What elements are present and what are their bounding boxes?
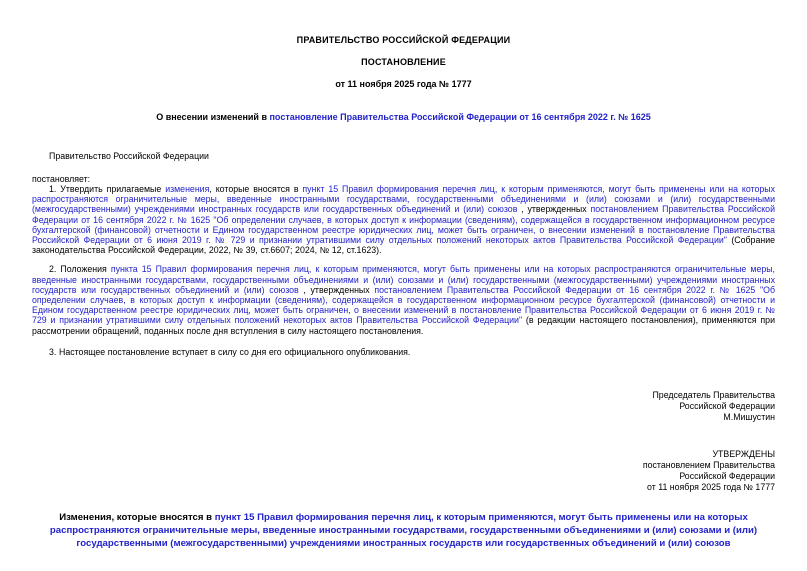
preamble-decides-line: постановляет: — [32, 174, 91, 184]
document-reference-link[interactable]: пункта 15 Правил формирования перечня лиц, к которым применяются, могут быть применены или на которых распространяются ограничительные меры, введенные иностранными государствами, государственными объединениями и (или) союзами и (или) государственными (межгосударственными) учреждениями иностранных государств или государственных объединений и (или) союзов — [32, 264, 775, 295]
text-run: 1. Утвердить прилагаемые — [49, 184, 166, 194]
paragraph-2 — [32, 264, 775, 335]
paragraph-3 — [32, 347, 775, 357]
signature-position-line2: Российской Федерации — [679, 401, 775, 412]
text-run: О внесении изменений в — [156, 112, 270, 122]
document-reference-link[interactable]: пункт 15 Правил формирования перечня лиц, к которым применяются, могут быть применены или на которых распространяются ограничительные меры, введенные иностранными государствами, государственными объединениями и (или) союзами и (или) государственными (межгосударственными) учреждениями иностранных государств или государственных объединений и (или) союзов — [32, 184, 775, 215]
text-run: (в редакции настоящего постановления), применяются при рассмотрении обращений, поданных после дня вступления в силу настоящего постановления. — [32, 315, 775, 336]
text-run: , утвержденных — [517, 204, 591, 215]
signature-position-line1: Председатель Правительства — [652, 390, 775, 401]
document-title — [32, 111, 775, 123]
signature-block — [32, 390, 775, 423]
document-date-number: от 11 ноября 2025 года № 1777 — [335, 79, 472, 89]
text-run: Изменения, которые вносятся в — [59, 512, 215, 524]
signature-name: М.Мишустин — [723, 412, 775, 423]
text-run: , которые вносятся в — [209, 184, 303, 194]
text-run: 3. Настоящее постановление вступает в силу со дня его официального опубликования. — [49, 346, 411, 357]
annex-title — [32, 511, 775, 550]
approved-date-number: от 11 ноября 2025 года № 1777 — [647, 482, 775, 493]
paragraph-1 — [32, 184, 775, 255]
text-run: , утвержденных — [298, 284, 375, 295]
document-reference-link[interactable]: постановлением Правительства Российской Федерации от 16 сентября 2022 г. № 1625 "Об определении случаев, в которых доступ к информации (сведениям), содержащейся в государственном информационном ресурсе бухгалтерской (финансовой) отчетности и Едином государственном реестре юридических лиц, может быть ограничен, о внесении изменений в постановление Правительства Российской Федерации от 6 июня 2019 г. № 729 и признании утратившими силу отдельных положений некоторых актов Правительства Российской Федерации" — [32, 204, 775, 246]
document-reference-link[interactable]: изменения — [165, 184, 210, 194]
document-reference-link[interactable]: постановлением Правительства Российской Федерации от 16 сентября 2022 г. № 1625 "Об определении случаев, в которых доступ к информации (сведениям), содержащейся в государственном информационном ресурсе бухгалтерской (финансовой) отчетности и Едином государственном реестре юридических лиц, может быть ограничен, о внесении изменений в постановление Правительства Российской Федерации от 6 июня 2019 г. № 729 и признании утратившими силу отдельных положений некоторых актов Правительства Российской Федерации" — [32, 284, 775, 326]
document-reference-link[interactable]: пункт 15 Правил формирования перечня лиц, к которым применяются, могут быть применены или на которых распространяются ограничительные меры, введенные иностранными государствами, государственными объединениями и (или) союзами и (или) государственными (межгосударственными) учреждениями иностранных государств или государственных объединений и (или) союзов — [49, 512, 758, 550]
text-run: 2. Положения — [49, 264, 111, 275]
approved-heading: УТВЕРЖДЕНЫ — [712, 449, 775, 460]
approved-by-line2: Российской Федерации — [679, 471, 775, 482]
approved-block — [32, 449, 775, 493]
document-org-heading: ПРАВИТЕЛЬСТВО РОССИЙСКОЙ ФЕДЕРАЦИИ — [296, 35, 511, 45]
text-run: (Собрание законодательства Российской Федерации, 2022, № 39, ст.6607; 2024, № 12, ст.1623). — [32, 235, 775, 256]
document-type-heading: ПОСТАНОВЛЕНИЕ — [361, 57, 446, 67]
document-reference-link[interactable]: постановление Правительства Российской Федерации от 16 сентября 2022 г. № 1625 — [269, 112, 651, 122]
approved-by-line1: постановлением Правительства — [642, 460, 775, 471]
preamble-author-line: Правительство Российской Федерации — [49, 151, 209, 161]
